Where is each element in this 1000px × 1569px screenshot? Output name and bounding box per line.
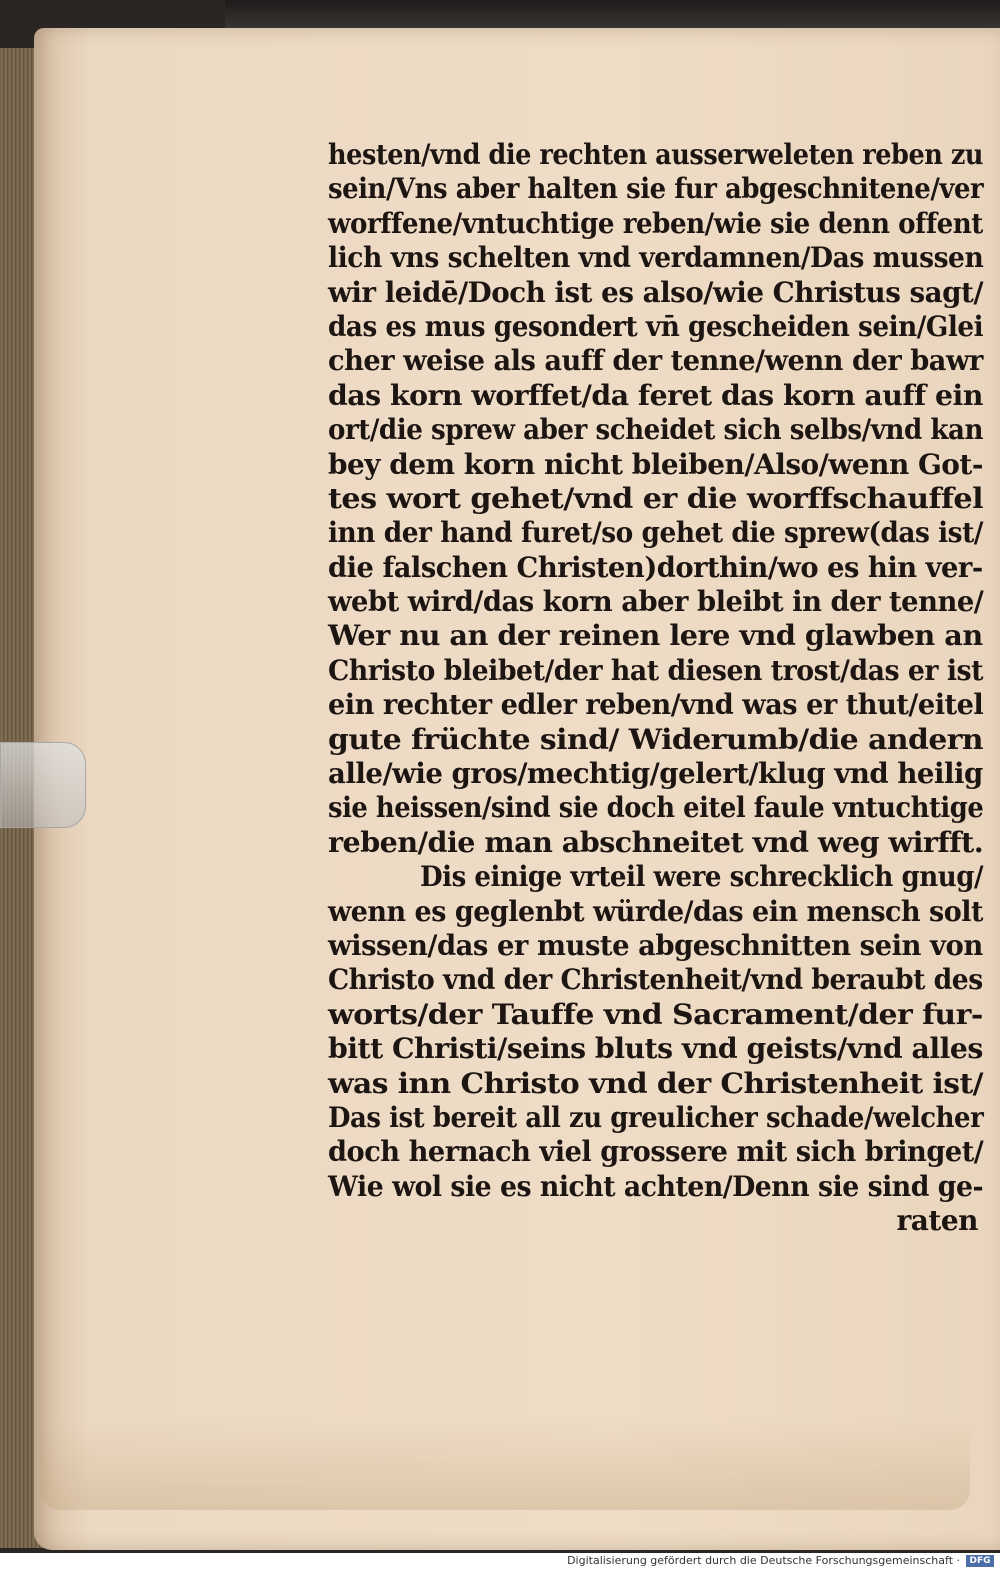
text-line: was inn Christo vnd der Christenheit ist/ <box>328 1066 983 1100</box>
text-line: Wie wol sie es nicht achten/Denn sie sind ge- <box>328 1169 984 1203</box>
text-line: cher weise als auff der tenne/wenn der bawr <box>328 344 983 378</box>
text-line: bitt Christi/seins bluts vnd geists/vnd alles <box>328 1032 983 1066</box>
text-line: hesten/vnd die rechten ausserweleten reben zu <box>328 138 984 171</box>
text-line: sein/Vns aber halten sie fur abgeschnitene/ver <box>328 172 984 206</box>
text-line: Wer nu an der reinen lere vnd glawben an <box>328 619 983 653</box>
text-line: Christo vnd der Christenheit/vnd beraubt des <box>328 963 983 997</box>
text-line: Dis einige vrteil were schrecklich gnug/ <box>420 860 984 894</box>
funding-credit: Digitalisierung gefördert durch die Deutsche Forschungsgemeinschaft · <box>567 1554 960 1567</box>
text-line: ein rechter edler reben/vnd was er thut/eitel <box>328 688 984 722</box>
text-line: wenn es geglenbt würde/das ein mensch solt <box>328 894 983 928</box>
text-line: worts/der Tauffe vnd Sacrament/der fur- <box>328 997 983 1031</box>
text-line: sie heissen/sind sie doch eitel faule vntuchtige <box>328 791 984 825</box>
body-text <box>328 138 988 1239</box>
text-line: gute früchte sind/ Widerumb/die andern <box>328 722 984 756</box>
text-line: ort/die sprew aber scheidet sich selbs/vnd kan <box>328 413 984 447</box>
text-line: Das ist bereit all zu greulicher schade/welcher <box>328 1100 984 1134</box>
text-line: inn der hand furet/so gehet die sprew(das ist/ <box>328 516 983 550</box>
catchword: raten <box>896 1204 978 1238</box>
bookmark-tab <box>0 742 86 828</box>
text-line: alle/wie gros/mechtig/gelert/klug vnd heilig <box>328 757 983 791</box>
text-line: tes wort gehet/vnd er die worffschauffel <box>328 481 984 515</box>
book-cover-top <box>225 0 1000 30</box>
text-line: lich vns schelten vnd verdamnen/Das mussen <box>328 241 984 275</box>
text-line: webt wird/das korn aber bleibt in der tenne/ <box>328 585 984 619</box>
text-line: wissen/das er muste abgeschnitten sein von <box>328 928 983 962</box>
text-line: das es mus gesondert vn̄ gescheiden sein/Glei <box>328 309 984 343</box>
dfg-logo: DFG <box>966 1555 994 1567</box>
text-line: bey dem korn nicht bleiben/Also/wenn Got- <box>328 447 983 481</box>
text-line: doch hernach viel grossere mit sich bringet/ <box>328 1135 984 1169</box>
text-line: wir leidē/Doch ist es also/wie Christus sagt/ <box>328 275 984 309</box>
text-line: die falschen Christen)dorthin/wo es hin ver- <box>328 550 983 584</box>
text-line: reben/die man abschneitet vnd weg wirfft. <box>328 825 984 859</box>
page-stain <box>40 1420 970 1510</box>
text-line: Christo bleibet/der hat diesen trost/das er ist <box>328 653 983 687</box>
text-line: worffene/vntuchtige reben/wie sie denn offent <box>328 206 983 240</box>
text-line: das korn worffet/da feret das korn auff ein <box>328 378 983 412</box>
